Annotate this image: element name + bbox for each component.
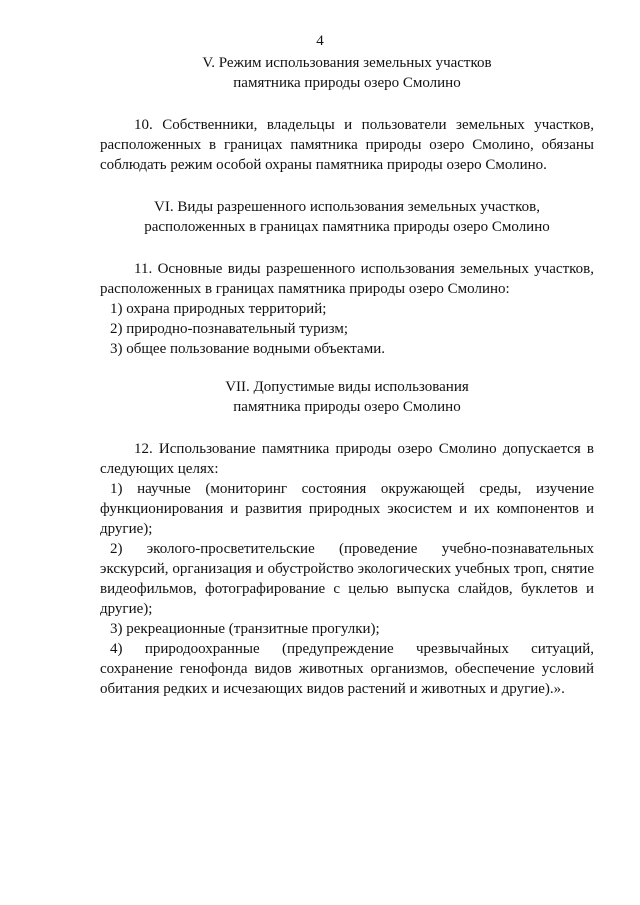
- section-5-heading: [100, 53, 594, 93]
- list-item-12-4: 4) природоохранные (предупреждение чрезвычайных ситуаций, сохранение генофонда видов животных организмов, обеспечение условий обитания редких и исчезающих видов растений и животных и другие).».: [100, 641, 594, 697]
- paragraph-10: 10. Собственники, владельцы и пользователи земельных участков, расположенных в границах памятника природы озеро Смолино, обязаны соблюдать режим особой охраны памятника природы озеро Смолино.: [100, 117, 594, 173]
- section-7-heading-line-2: памятника природы озеро Смолино: [233, 399, 461, 415]
- list-item-12-2: 2) эколого-просветительские (проведение учебно-познавательных экскурсий, организация и обустройство экологических учебных троп, снятие видеофильмов, фотографирование с целью выпуска слайдов, буклетов и другие);: [100, 541, 594, 617]
- paragraph-11: 11. Основные виды разрешенного использования земельных участков, расположенных в границах памятника природы озеро Смолино:: [100, 261, 594, 297]
- section-5-heading-line-1: V. Режим использования земельных участков: [202, 55, 492, 71]
- section-7-heading-line-1: VII. Допустимые виды использования: [225, 379, 469, 395]
- list-item-12-1: 1) научные (мониторинг состояния окружающей среды, изучение функционирования и развития природных экосистем и их компонентов и другие);: [100, 481, 594, 537]
- section-5-heading-line-2: памятника природы озеро Смолино: [233, 75, 461, 91]
- section-6-heading-line-1: VI. Виды разрешенного использования земельных участков,: [154, 199, 540, 215]
- section-6-heading-line-2: расположенных в границах памятника природы озеро Смолино: [144, 219, 550, 235]
- section-7-heading: [100, 377, 594, 417]
- page-number: 4: [316, 33, 324, 49]
- paragraph-12: 12. Использование памятника природы озеро Смолино допускается в следующих целях:: [100, 441, 594, 477]
- list-item-11-3: 3) общее пользование водными объектами.: [110, 341, 385, 357]
- document-body: [100, 53, 594, 699]
- list-item-12-3: 3) рекреационные (транзитные прогулки);: [110, 621, 380, 637]
- list-item-11-2: 2) природно-познавательный туризм;: [110, 321, 348, 337]
- section-6-heading: [100, 197, 594, 237]
- list-item-11-1: 1) охрана природных территорий;: [110, 301, 327, 317]
